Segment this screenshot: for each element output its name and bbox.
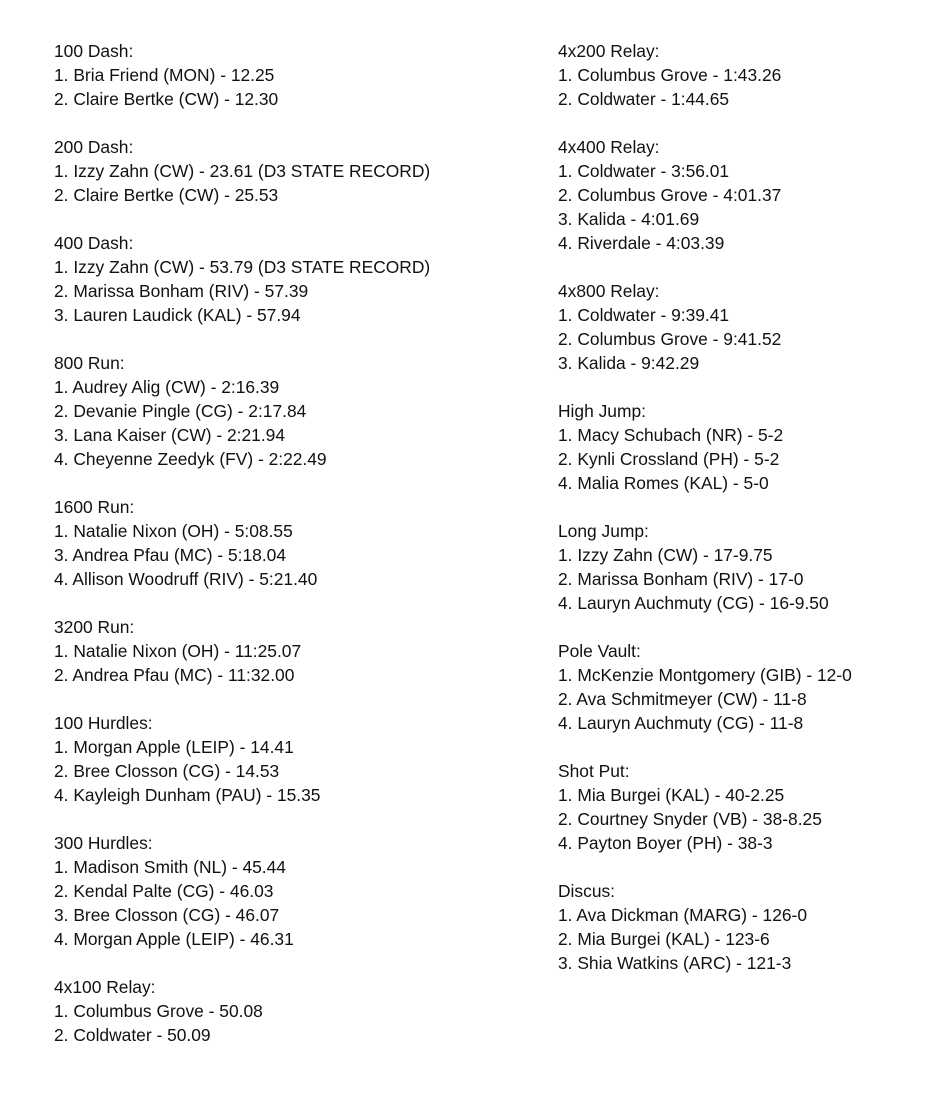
- result-line: 4. Lauryn Auchmuty (CG) - 16-9.50: [558, 593, 829, 613]
- result-line: 1. Coldwater - 3:56.01: [558, 161, 730, 181]
- result-line: 4. Malia Romes (KAL) - 5-0: [558, 473, 769, 493]
- result-line: 1. Natalie Nixon (OH) - 11:25.07: [54, 641, 302, 661]
- event-title: 400 Dash:: [54, 233, 134, 253]
- result-line: 1. Natalie Nixon (OH) - 5:08.55: [54, 521, 293, 541]
- event-title: 300 Hurdles:: [54, 833, 153, 853]
- result-line: 2. Bree Closson (CG) - 14.53: [54, 761, 280, 781]
- result-line: 1. Columbus Grove - 50.08: [54, 1001, 263, 1021]
- result-line: 4. Riverdale - 4:03.39: [558, 233, 725, 253]
- event-block: [54, 975, 524, 1047]
- result-line: 1. Izzy Zahn (CW) - 23.61 (D3 STATE RECORD): [54, 161, 431, 181]
- result-line: 3. Lana Kaiser (CW) - 2:21.94: [54, 425, 286, 445]
- result-line: 4. Cheyenne Zeedyk (FV) - 2:22.49: [54, 449, 327, 469]
- result-line: 1. McKenzie Montgomery (GIB) - 12-0: [558, 665, 852, 685]
- result-line: 2. Coldwater - 50.09: [54, 1025, 211, 1045]
- event-title: 100 Dash:: [54, 41, 134, 61]
- result-line: 1. Audrey Alig (CW) - 2:16.39: [54, 377, 280, 397]
- event-block: [54, 231, 524, 327]
- result-line: 2. Andrea Pfau (MC) - 11:32.00: [54, 665, 295, 685]
- event-title: 4x800 Relay:: [558, 281, 660, 301]
- result-line: 2. Coldwater - 1:44.65: [558, 89, 730, 109]
- event-title: 4x400 Relay:: [558, 137, 660, 157]
- result-line: 3. Kalida - 9:42.29: [558, 353, 700, 373]
- result-line: 2. Columbus Grove - 9:41.52: [558, 329, 782, 349]
- event-title: 200 Dash:: [54, 137, 134, 157]
- result-line: 4. Lauryn Auchmuty (CG) - 11-8: [558, 713, 804, 733]
- result-line: 2. Mia Burgei (KAL) - 123-6: [558, 929, 770, 949]
- result-line: 1. Mia Burgei (KAL) - 40-2.25: [558, 785, 785, 805]
- results-column-right: [558, 39, 928, 999]
- result-line: 3. Bree Closson (CG) - 46.07: [54, 905, 280, 925]
- event-title: Long Jump:: [558, 521, 649, 541]
- event-title: Pole Vault:: [558, 641, 641, 661]
- results-column-left: [54, 39, 524, 1071]
- event-title: Shot Put:: [558, 761, 630, 781]
- result-line: 4. Morgan Apple (LEIP) - 46.31: [54, 929, 294, 949]
- event-block: [558, 519, 928, 615]
- event-block: [558, 39, 928, 111]
- event-block: [54, 615, 524, 687]
- event-block: [558, 639, 928, 735]
- result-line: 2. Marissa Bonham (RIV) - 57.39: [54, 281, 309, 301]
- event-block: [54, 711, 524, 807]
- result-line: 3. Shia Watkins (ARC) - 121-3: [558, 953, 792, 973]
- result-line: 1. Ava Dickman (MARG) - 126-0: [558, 905, 808, 925]
- result-line: 2. Columbus Grove - 4:01.37: [558, 185, 782, 205]
- result-line: 1. Bria Friend (MON) - 12.25: [54, 65, 275, 85]
- event-title: 4x200 Relay:: [558, 41, 660, 61]
- event-block: [54, 135, 524, 207]
- result-line: 1. Columbus Grove - 1:43.26: [558, 65, 782, 85]
- result-line: 3. Andrea Pfau (MC) - 5:18.04: [54, 545, 286, 565]
- event-block: [54, 495, 524, 591]
- event-block: [54, 831, 524, 951]
- result-line: 1. Izzy Zahn (CW) - 17-9.75: [558, 545, 773, 565]
- event-title: Discus:: [558, 881, 616, 901]
- event-block: [558, 399, 928, 495]
- result-line: 4. Allison Woodruff (RIV) - 5:21.40: [54, 569, 318, 589]
- result-line: 2. Ava Schmitmeyer (CW) - 11-8: [558, 689, 807, 709]
- event-block: [558, 279, 928, 375]
- event-block: [558, 759, 928, 855]
- event-title: 100 Hurdles:: [54, 713, 153, 733]
- event-block: [54, 39, 524, 111]
- result-line: 4. Kayleigh Dunham (PAU) - 15.35: [54, 785, 321, 805]
- result-line: 1. Morgan Apple (LEIP) - 14.41: [54, 737, 294, 757]
- result-line: 2. Marissa Bonham (RIV) - 17-0: [558, 569, 804, 589]
- event-title: 800 Run:: [54, 353, 125, 373]
- result-line: 2. Claire Bertke (CW) - 12.30: [54, 89, 279, 109]
- event-title: 4x100 Relay:: [54, 977, 156, 997]
- result-line: 1. Madison Smith (NL) - 45.44: [54, 857, 286, 877]
- result-line: 3. Kalida - 4:01.69: [558, 209, 700, 229]
- result-line: 3. Lauren Laudick (KAL) - 57.94: [54, 305, 301, 325]
- event-block: [558, 879, 928, 975]
- result-line: 4. Payton Boyer (PH) - 38-3: [558, 833, 773, 853]
- result-line: 1. Izzy Zahn (CW) - 53.79 (D3 STATE RECORD): [54, 257, 431, 277]
- result-line: 1. Coldwater - 9:39.41: [558, 305, 730, 325]
- event-block: [54, 351, 524, 471]
- result-line: 2. Kendal Palte (CG) - 46.03: [54, 881, 274, 901]
- result-line: 1. Macy Schubach (NR) - 5-2: [558, 425, 784, 445]
- event-title: 1600 Run:: [54, 497, 135, 517]
- result-line: 2. Claire Bertke (CW) - 25.53: [54, 185, 279, 205]
- event-title: High Jump:: [558, 401, 646, 421]
- event-title: 3200 Run:: [54, 617, 135, 637]
- result-line: 2. Kynli Crossland (PH) - 5-2: [558, 449, 780, 469]
- result-line: 2. Courtney Snyder (VB) - 38-8.25: [558, 809, 822, 829]
- result-line: 2. Devanie Pingle (CG) - 2:17.84: [54, 401, 307, 421]
- event-block: [558, 135, 928, 255]
